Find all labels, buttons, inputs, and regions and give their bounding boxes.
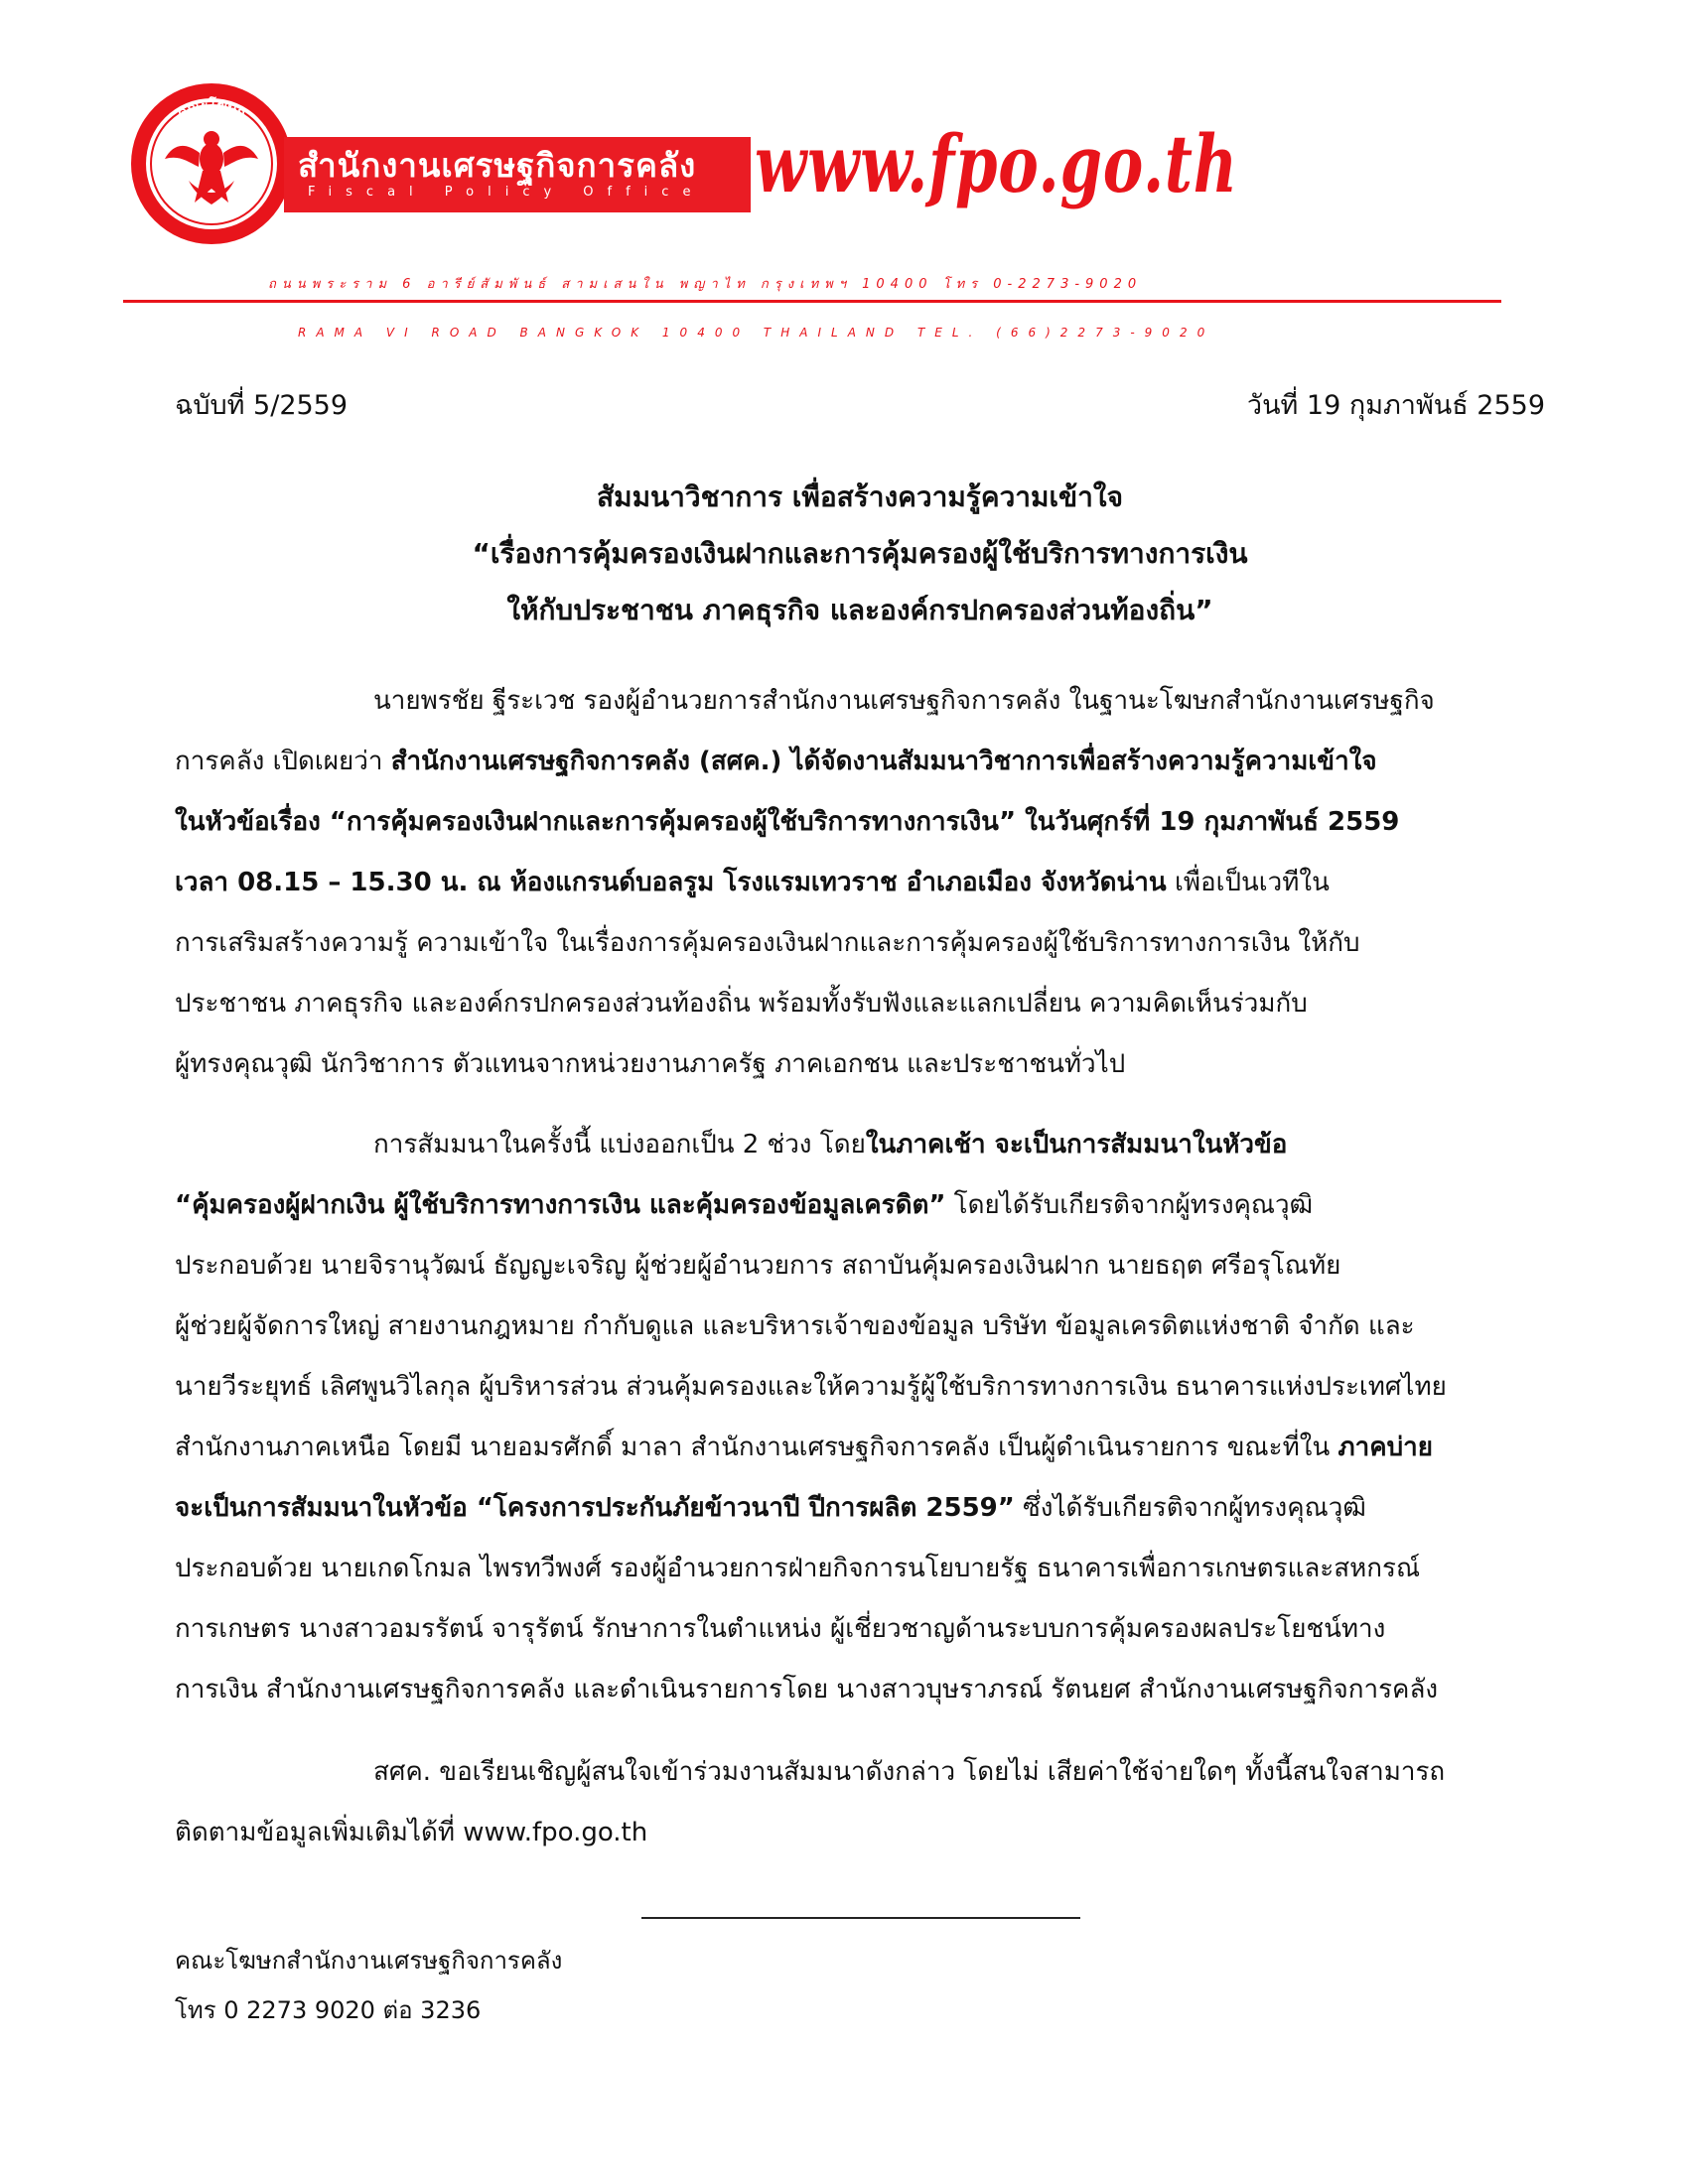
- text-line: ติดตามข้อมูลเพิ่มเติมได้ที่ www.fpo.go.th: [175, 1818, 648, 1847]
- text-line: [175, 1115, 1545, 1175]
- issue-date: วันที่ 19 กุมภาพันธ์ 2559: [1246, 390, 1545, 421]
- bold-text-span: เวลา 08.15 – 15.30 น. ณ ห้องแกรนด์บอลรูม โรงแรมเทวราช อำเภอเมือง จังหวัดน่าน: [175, 868, 1167, 897]
- title-line: สัมมนาวิชาการ เพื่อสร้างความรู้ความเข้าใจ: [597, 480, 1123, 513]
- text-span: เพื่อเป็นเวทีใน: [1166, 868, 1330, 897]
- bold-text-span: ในภาคเช้า จะเป็นการสัมมนาในหัวข้อ: [865, 1130, 1288, 1160]
- text-line: ประกอบด้วย นายจิรานุวัฒน์ ธัญญะเจริญ ผู้ช่วยผู้อำนวยการ สถาบันคุ้มครองเงินฝาก นายธฤต ศรีอรุโณทัย: [175, 1251, 1341, 1281]
- bold-text-span: สำนักงานเศรษฐกิจการคลัง (สศค.) ได้จัดงานสัมมนาวิชาการเพื่อสร้างความรู้ความเข้าใจ: [390, 747, 1377, 776]
- title-line: ให้กับประชาชน ภาคธุรกิจ และองค์กรปกครองส่วนท้องถิ่น”: [506, 594, 1213, 626]
- text-line: ผู้ช่วยผู้จัดการใหญ่ สายงานกฎหมาย กำกับดูแล และบริหารเจ้าของข้อมูล บริษัท ข้อมูลเครดิตแห่งชาติ จำกัด และ: [175, 1311, 1415, 1341]
- garuda-seal-icon: [129, 81, 294, 246]
- text-span: ซึ่งได้รับเกียรติจากผู้ทรงคุณวุฒิ: [1014, 1493, 1366, 1523]
- text-line: การเสริมสร้างความรู้ ความเข้าใจ ในเรื่องการคุ้มครองเงินฝากและการคุ้มครองผู้ใช้บริการทางการเงิน ให้กับ: [175, 928, 1360, 958]
- text-span: การคลัง เปิดเผยว่า: [175, 747, 391, 776]
- address-thai: ถนนพระราม 6 อารีย์สัมพันธ์ สามเสนใน พญาไท กรุงเทพฯ 10400 โทร 0-2273-9020: [268, 277, 1143, 292]
- fpo-seal-logo: [129, 81, 294, 246]
- address-english: RAMA VI ROAD BANGKOK 10400 THAILAND TEL. (66)2273-9020: [298, 326, 1215, 340]
- bold-text-span: “คุ้มครองผู้ฝากเงิน ผู้ใช้บริการทางการเงิน และคุ้มครองข้อมูลเครดิต”: [175, 1190, 946, 1220]
- text-line: [175, 1175, 1545, 1236]
- text-line: การเงิน สำนักงานเศรษฐกิจการคลัง และดำเนินรายการโดย นางสาวบุษราภรณ์ รัตนยศ สำนักงานเศรษฐกิจการคลัง: [175, 1675, 1439, 1705]
- text-line: การเกษตร นางสาวอมรรัตน์ จารุรัตน์ รักษาการในตำแหน่ง ผู้เชี่ยวชาญด้านระบบการคุ้มครองผลประโยชน์ทาง: [175, 1614, 1386, 1644]
- org-name-english: Fiscal Policy Office: [308, 185, 705, 200]
- seal-text: คณะโฆษก: [175, 96, 248, 122]
- bold-text-span: ภาคบ่าย: [1337, 1433, 1433, 1462]
- paragraph-3: [175, 1742, 1545, 1863]
- text-line: ผู้ทรงคุณวุฒิ นักวิชาการ ตัวแทนจากหน่วยงานภาครัฐ ภาคเอกชน และประชาชนทั่วไป: [175, 1049, 1126, 1079]
- paragraph-1: [175, 671, 1545, 1095]
- text-line: ในหัวข้อเรื่อง “การคุ้มครองเงินฝากและการคุ้มครองผู้ใช้บริการทางการเงิน” ในวันศุกร์ที่ 19 กุมภาพันธ์ 2559: [175, 807, 1400, 837]
- text-line: สศค. ขอเรียนเชิญผู้สนใจเข้าร่วมงานสัมมนาดังกล่าว โดยไม่ เสียค่าใช้จ่ายใดๆ ทั้งนี้สนใจสามารถ: [373, 1757, 1446, 1787]
- bold-text-span: จะเป็นการสัมมนาในหัวข้อ “โครงการประกันภัยข้าวนาปี ปีการผลิต 2559”: [175, 1493, 1015, 1523]
- text-span: การสัมมนาในครั้งนี้ แบ่งออกเป็น 2 ช่วง โดย: [373, 1130, 866, 1160]
- text-span: สำนักงานภาคเหนือ โดยมี นายอมรศักดิ์ มาลา สำนักงานเศรษฐกิจการคลัง เป็นผู้ดำเนินรายการ ขณะที่ใน: [175, 1433, 1338, 1462]
- text-line: [175, 853, 1545, 913]
- website-logo-text: www.fpo.go.th: [755, 117, 1238, 210]
- text-line: ประกอบด้วย นายเกดโกมล ไพรทวีพงศ์ รองผู้อำนวยการฝ่ายกิจการนโยบายรัฐ ธนาคารเพื่อการเกษตรและสหกรณ์: [175, 1554, 1421, 1583]
- text-span: โดยได้รับเกียรติจากผู้ทรงคุณวุฒิ: [945, 1190, 1314, 1220]
- footer-divider: [641, 1917, 1080, 1919]
- paragraph-2: [175, 1115, 1545, 1720]
- org-name-thai: สำนักงานเศรษฐกิจการคลัง: [298, 146, 697, 185]
- text-line: นายวีระยุทธ์ เลิศพูนวิไลกุล ผู้บริหารส่วน ส่วนคุ้มครองและให้ความรู้ผู้ใช้บริการทางการเงิน ธนาคารแห่งประเทศไทย: [175, 1372, 1447, 1402]
- text-line: [175, 732, 1545, 792]
- press-release-title: [175, 469, 1545, 638]
- issue-number: ฉบับที่ 5/2559: [175, 390, 349, 421]
- text-line: [175, 1418, 1545, 1478]
- text-line: [175, 1478, 1545, 1539]
- contact-organization: คณะโฆษกสำนักงานเศรษฐกิจการคลัง: [175, 1947, 563, 1975]
- title-line: “เรื่องการคุ้มครองเงินฝากและการคุ้มครองผู้ใช้บริการทางการเงิน: [472, 537, 1248, 570]
- contact-phone: โทร 0 2273 9020 ต่อ 3236: [175, 1996, 482, 2024]
- text-line: นายพรชัย ฐีระเวช รองผู้อำนวยการสำนักงานเศรษฐกิจการคลัง ในฐานะโฆษกสำนักงานเศรษฐกิจ: [373, 686, 1435, 716]
- text-line: ประชาชน ภาคธุรกิจ และองค์กรปกครองส่วนท้องถิ่น พร้อมทั้งรับฟังและแลกเปลี่ยน ความคิดเห็นร่วมกับ: [175, 989, 1308, 1019]
- header-divider: [123, 300, 1501, 303]
